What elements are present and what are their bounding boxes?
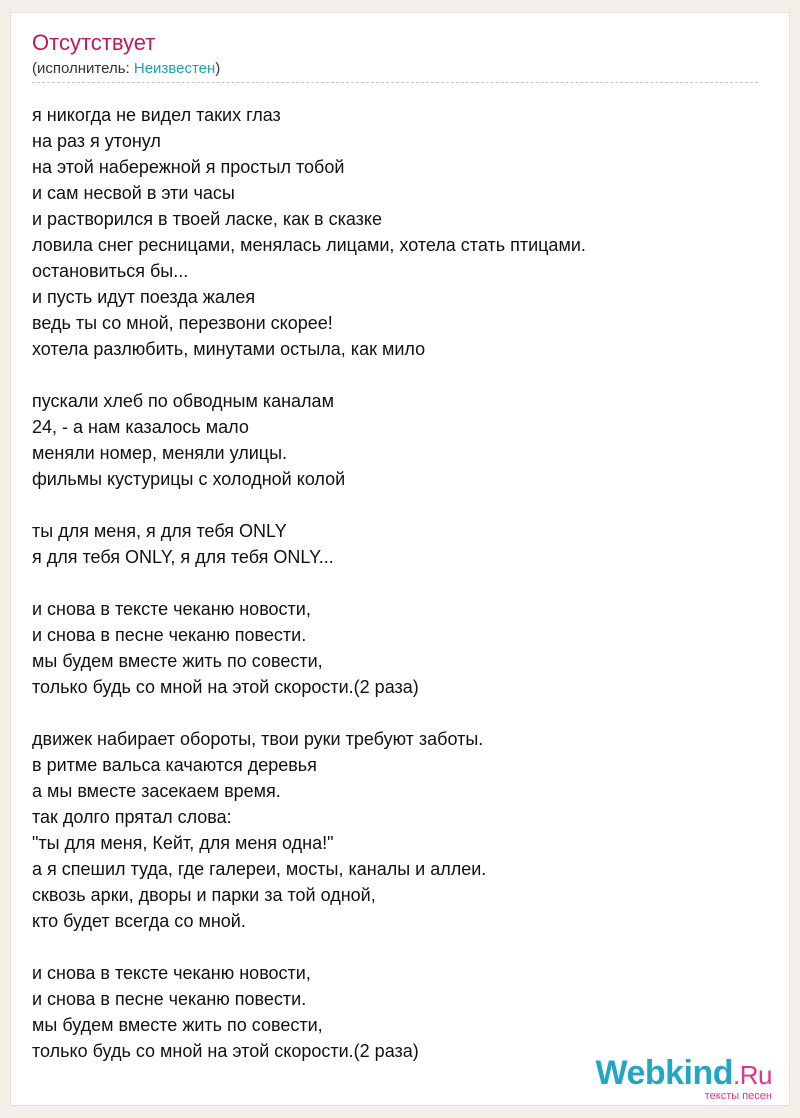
lyric-line: "ты для меня, Кейт, для меня одна!" [32, 833, 334, 853]
artist-prefix: (исполнитель: [32, 60, 134, 77]
lyric-line: только будь со мной на этой скорости.(2 раза) [32, 677, 419, 697]
logo-wordmark [595, 1056, 772, 1092]
lyric-line: мы будем вместе жить по совести, [32, 651, 323, 671]
lyric-line: пускали хлеб по обводным каналам [32, 391, 334, 411]
lyric-line: ловила снег ресницами, менялась лицами, хотела стать птицами. [32, 235, 586, 255]
lyric-line: а мы вместе засекаем время. [32, 781, 281, 801]
stanza-gap [32, 700, 780, 726]
logo-name: Webkind [595, 1054, 734, 1092]
lyric-line: ты для меня, я для тебя ONLY [32, 521, 287, 541]
lyric-line: мы будем вместе жить по совести, [32, 1015, 323, 1035]
artist-byline [32, 60, 220, 77]
stanza-gap [32, 492, 780, 518]
lyric-line: движек набирает обороты, твои руки требуют заботы. [32, 729, 484, 749]
lyric-line: на этой набережной я простыл тобой [32, 157, 345, 177]
webkind-logo[interactable] [595, 1056, 772, 1102]
lyric-line: в ритме вальса качаются деревья [32, 755, 317, 775]
lyric-line: и снова в тексте чеканю новости, [32, 963, 311, 983]
stanza-gap [32, 934, 780, 960]
artist-link[interactable]: Неизвестен [133, 60, 216, 77]
header-divider [32, 82, 758, 83]
lyric-line: 24, - а нам казалось мало [32, 417, 249, 437]
song-title: Отсутствует [32, 30, 156, 55]
stanza-gap [32, 362, 780, 388]
lyric-line: и растворился в твоей ласке, как в сказке [32, 209, 382, 229]
lyric-line: только будь со мной на этой скорости.(2 раза) [32, 1041, 419, 1061]
stanza-gap [32, 570, 780, 596]
lyric-line: и снова в песне чеканю повести. [32, 989, 307, 1009]
logo-tld: .Ru [733, 1060, 772, 1090]
lyric-line: фильмы кустурицы с холодной колой [32, 469, 346, 489]
lyric-line: сквозь арки, дворы и парки за той одной, [32, 885, 376, 905]
lyric-line: остановиться бы... [32, 261, 189, 281]
lyric-line: ведь ты со мной, перезвони скорее! [32, 313, 333, 333]
lyric-line: я для тебя ONLY, я для тебя ONLY... [32, 547, 334, 567]
lyric-line: и снова в тексте чеканю новости, [32, 599, 311, 619]
lyric-line: а я спешил туда, где галереи, мосты, каналы и аллеи. [32, 859, 487, 879]
lyric-line: кто будет всегда со мной. [32, 911, 246, 931]
lyric-line: хотела разлюбить, минутами остыла, как мило [32, 339, 426, 359]
logo-tagline: тексты песен [704, 1090, 772, 1102]
lyric-line: я никогда не видел таких глаз [32, 105, 281, 125]
lyrics-body [32, 102, 780, 1064]
artist-suffix: ) [215, 60, 221, 77]
lyric-line: и пусть идут поезда жалея [32, 287, 256, 307]
lyric-line: меняли номер, меняли улицы. [32, 443, 288, 463]
lyric-line: на раз я утонул [32, 131, 161, 151]
lyric-line: так долго прятал слова: [32, 807, 232, 827]
lyric-line: и сам несвой в эти часы [32, 183, 235, 203]
lyric-line: и снова в песне чеканю повести. [32, 625, 307, 645]
